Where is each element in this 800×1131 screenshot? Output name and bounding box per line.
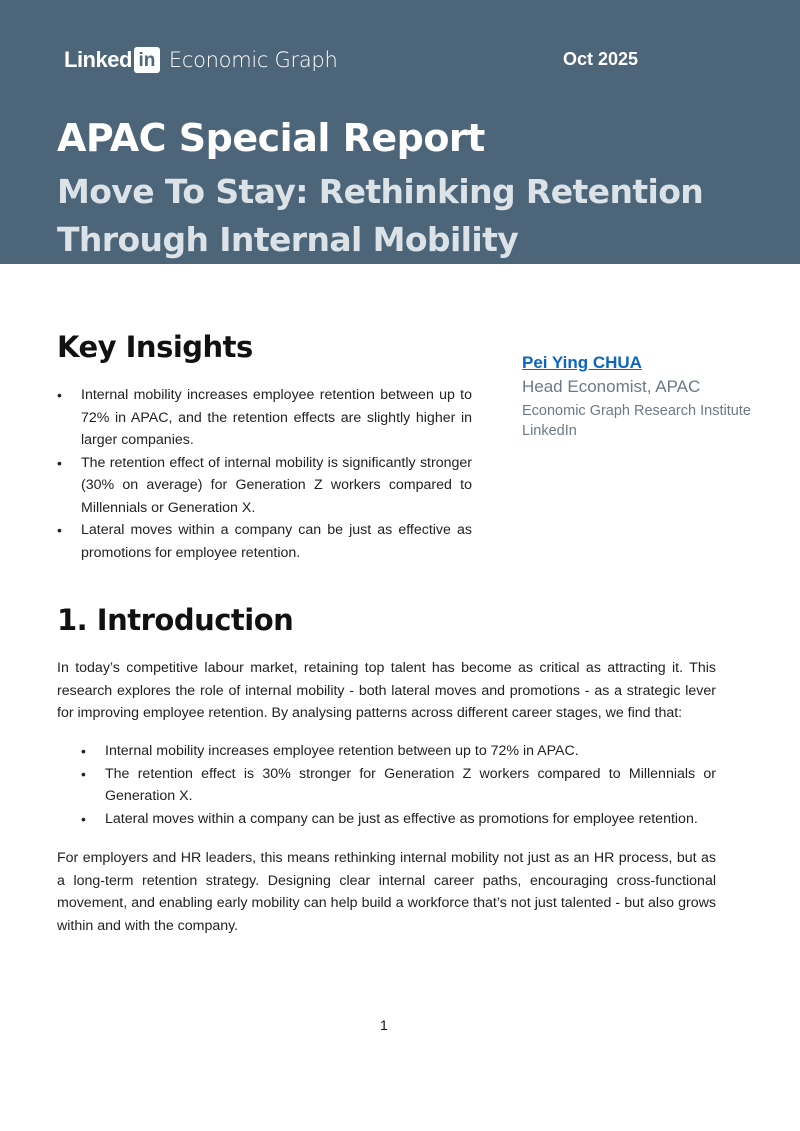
logo-subtitle: Economic Graph — [168, 48, 338, 72]
list-item: • Lateral moves within a company can be just as effective as promotions for employee retention. — [57, 519, 472, 564]
author-block — [522, 351, 772, 441]
key-insights-heading: Key Insights — [57, 330, 253, 364]
report-header — [0, 0, 800, 264]
report-title: APAC Special Report — [57, 116, 485, 160]
introduction-paragraph-1: In today’s competitive labour market, retaining top talent has become as critical as attracting it. This research explores the role of internal mobility - both lateral moves and promotions - as a strategic lever for improving employee retention. By analysing patterns across different career stages, we find that: — [57, 660, 716, 721]
author-name-link[interactable]: Pei Ying CHUA — [522, 353, 642, 372]
logo-wordmark: Linked — [64, 47, 132, 72]
author-role: Head Economist, APAC — [522, 377, 701, 396]
list-item: • Internal mobility increases employee retention between up to 72% in APAC. — [81, 740, 716, 763]
page-number: 1 — [380, 1017, 388, 1033]
list-item: • The retention effect is 30% stronger for Generation Z workers compared to Millennials or Generation X. — [81, 763, 716, 808]
list-item: • Internal mobility increases employee retention between up to 72% in APAC, and the retention effects are slightly higher in larger companies. — [57, 384, 472, 452]
list-item: • Lateral moves within a company can be just as effective as promotions for employee retention. — [81, 808, 716, 831]
findings-list — [81, 740, 716, 830]
author-company: LinkedIn — [522, 423, 577, 439]
key-insights-list — [57, 384, 472, 564]
introduction-heading: 1. Introduction — [57, 603, 294, 637]
introduction-paragraph-2: For employers and HR leaders, this means rethinking internal mobility not just as an HR process, but as a long-term retention strategy. Designing clear internal career paths, encouraging cross-functional movement, and enabling early mobility can help build a workforce that’s not just talented - but also grows within and with the company. — [57, 850, 716, 934]
report-subtitle: Move To Stay: Rethinking Retention Through Internal Mobility — [57, 172, 704, 259]
linkedin-in-icon: in — [134, 47, 160, 73]
report-date: Oct 2025 — [563, 49, 639, 69]
linkedin-economic-graph-logo — [64, 45, 337, 75]
author-organization: Economic Graph Research Institute — [522, 403, 751, 419]
list-item: • The retention effect of internal mobility is significantly stronger (30% on average) for Generation Z workers compared to Millennials or Generation X. — [57, 452, 472, 520]
